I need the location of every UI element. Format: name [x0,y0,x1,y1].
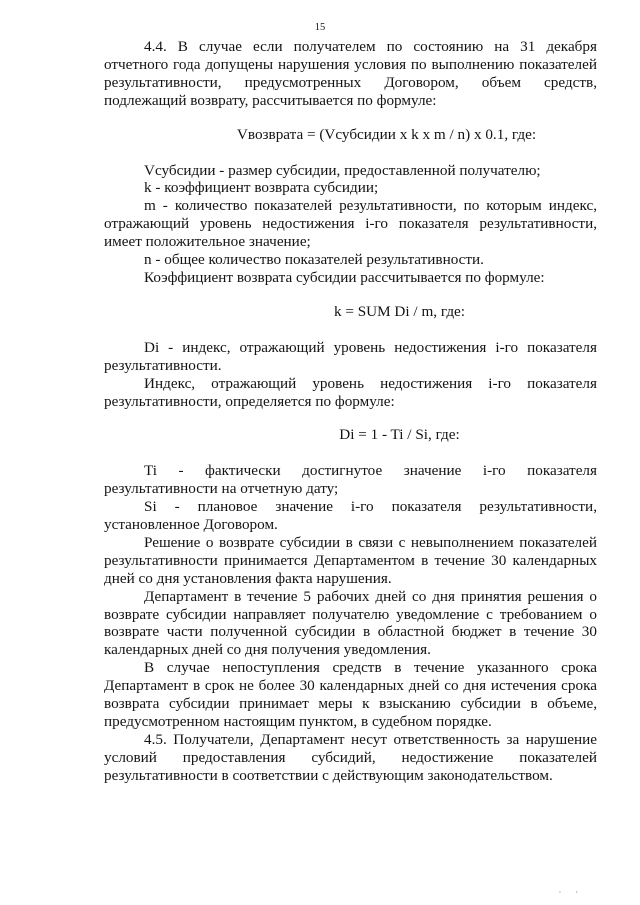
page-number: 15 [314,22,326,33]
paragraph-notification: Департамент в течение 5 рабочих дней со дня принятия решения о возврате субсидии направляет получателю уведомление с требованием о возврате части полученной субсидии в областной бюджет в течение 30 календарных дней со дня получения уведомления. [104,587,597,659]
formula-return-volume: Vвозврата = (Vсубсидии x k x m / n) x 0.1, где: [236,125,537,143]
paragraph-coefficient: Коэффициент возврата субсидии рассчитывается по формуле: [144,268,545,286]
definition-v-subsidy: Vсубсидии - размер субсидии, предоставленной получателю; [144,161,541,179]
scan-marks: · · [558,888,584,897]
definition-k: k - коэффициент возврата субсидии; [144,179,379,197]
formula-index: Di = 1 - Ti / Si, где: [339,426,460,444]
paragraph-decision: Решение о возврате субсидии в связи с невыполнением показателей результативности принимается Департаментом в течение 30 календарных дней со дня установления факта нарушения. [104,533,597,587]
document-body [104,38,597,785]
paragraph-4-5: 4.5. Получатели, Департамент несут ответственность за нарушение условий предоставления субсидий, недостижение показателей результативности в соответствии с действующим законодательством. [104,730,597,784]
formula-coefficient: k = SUM Di / m, где: [333,302,466,320]
definition-di: Di - индекс, отражающий уровень недостижения i-го показателя результативности. [104,338,597,374]
definition-ti: Ti - фактически достигнутое значение i-го показателя результативности на отчетную дату; [104,462,597,498]
paragraph-recovery: В случае непоступления средств в течение указанного срока Департамент в срок не более 30 календарных дней со дня истечения срока возврата субсидии принимает меры к взысканию субсидии в объеме, предусмотренном настоящим пунктом, в судебном порядке. [104,659,597,730]
definition-si: Si - плановое значение i-го показателя результативности, установленное Договором. [104,498,597,534]
definition-n: n - общее количество показателей результативности. [144,251,484,269]
definition-m: m - количество показателей результативности, по которым индекс, отражающий уровень недостижения i-го показателя результативности, имеет положительное значение; [104,197,597,251]
paragraph-index: Индекс, отражающий уровень недостижения i-го показателя результативности, определяется по формуле: [104,374,597,410]
paragraph-4-4: 4.4. В случае если получателем по состоянию на 31 декабря отчетного года допущены нарушения условия по выполнению показателей результативности, предусмотренных Договором, объем средств, подлежащий возврату, рассчитывается по формуле: [104,38,597,109]
